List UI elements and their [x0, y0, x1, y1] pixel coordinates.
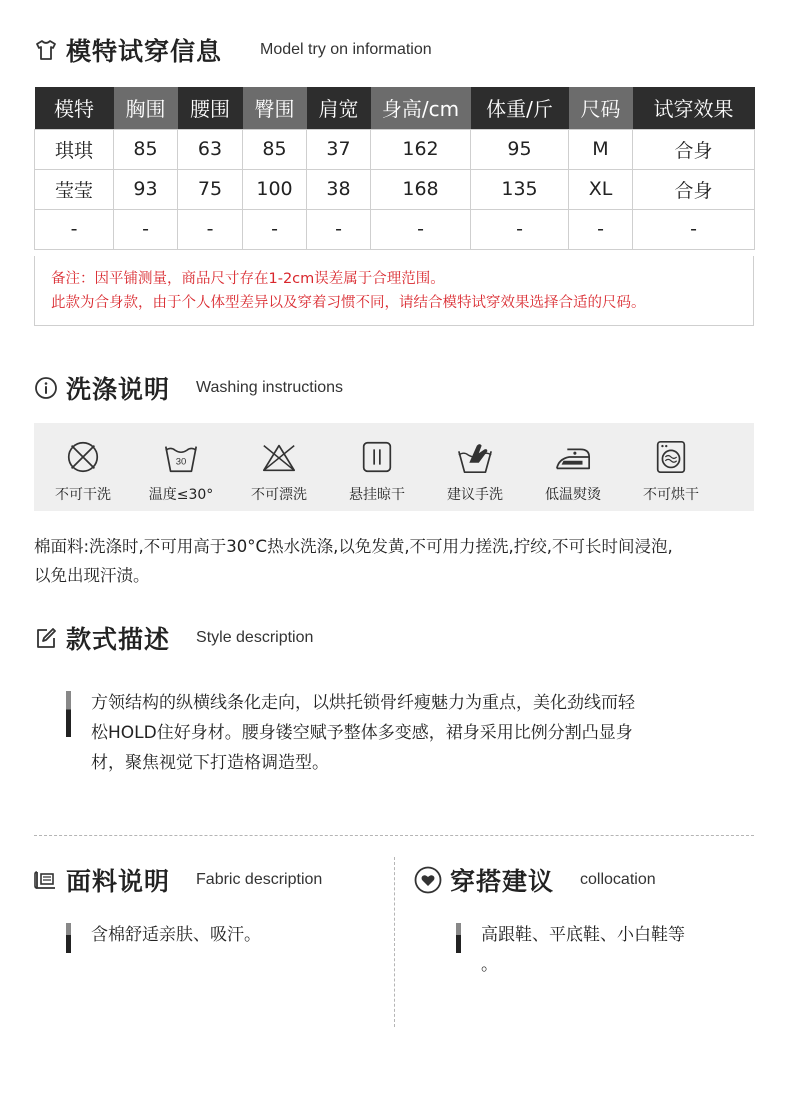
table-header: 模特 — [35, 87, 114, 129]
table-header: 臀围 — [243, 87, 307, 129]
washing-text-line: 棉面料:洗涤时,不可用高于30°C热水洗涤,以免发黄,不可用力搓洗,拧绞,不可长时间浸泡, — [34, 537, 673, 556]
model-info-subtitle: Model try on information — [260, 41, 432, 58]
table-cell: 75 — [178, 169, 243, 209]
heart-icon — [414, 866, 442, 894]
table-header: 身高/cm — [371, 87, 471, 129]
table-cell: 琪琪 — [35, 129, 114, 169]
fit-table — [34, 87, 755, 250]
wash-item — [622, 423, 720, 511]
quote-bar — [66, 691, 71, 737]
model-info-title: 模特试穿信息 — [66, 37, 223, 66]
style-text-line: 材，聚焦视觉下打造格调造型。 — [91, 753, 329, 773]
table-row — [35, 129, 755, 169]
table-cell: - — [243, 209, 307, 249]
washing-text-line: 以免出现汗渍。 — [34, 566, 150, 585]
size-note-line: 此款为合身款，由于个人体型差异以及穿着习惯不同，请结合模特试穿效果选择合适的尺码。 — [51, 295, 646, 311]
collocation-description — [481, 920, 685, 980]
table-cell: - — [633, 209, 755, 249]
low-iron-icon — [554, 438, 592, 476]
collocation-text-line: 。 — [481, 955, 498, 975]
wash-item — [328, 423, 426, 511]
section-divider — [34, 835, 754, 836]
no-dry-clean-icon — [64, 438, 102, 476]
quote-bar — [456, 923, 461, 953]
wash-item — [132, 423, 230, 511]
table-cell: 162 — [371, 129, 471, 169]
hand-wash-icon — [456, 438, 494, 476]
table-header: 尺码 — [569, 87, 633, 129]
style-header — [34, 620, 313, 656]
table-cell: 85 — [243, 129, 307, 169]
table-cell: 63 — [178, 129, 243, 169]
wash-item — [230, 423, 328, 511]
wash-temp-value: 30 — [175, 456, 187, 468]
washing-header — [34, 370, 343, 406]
wash-label: 低温熨烫 — [545, 487, 601, 503]
table-header: 体重/斤 — [471, 87, 569, 129]
table-row — [35, 209, 755, 249]
fabric-description: 含棉舒适亲肤、吸汗。 — [91, 925, 261, 945]
table-header-row — [35, 87, 755, 129]
hang-dry-icon — [358, 438, 396, 476]
wash-30-icon — [162, 438, 200, 476]
fabric-title: 面料说明 — [66, 867, 171, 896]
table-cell: - — [35, 209, 114, 249]
style-subtitle: Style description — [196, 629, 314, 646]
table-cell: 93 — [114, 169, 178, 209]
fabric-quote — [66, 920, 261, 953]
fabric-roll-icon — [34, 868, 58, 892]
wash-label: 不可干洗 — [55, 487, 111, 503]
style-text-line: 松HOLD住好身材。腰身镂空赋予整体多变感，裙身采用比例分割凸显身 — [91, 723, 633, 743]
table-cell: 135 — [471, 169, 569, 209]
table-header: 胸围 — [114, 87, 178, 129]
table-cell: 莹莹 — [35, 169, 114, 209]
table-cell: - — [471, 209, 569, 249]
wash-item — [34, 423, 132, 511]
table-cell: 100 — [243, 169, 307, 209]
table-cell: - — [178, 209, 243, 249]
wash-item — [524, 423, 622, 511]
wash-label: 温度≤30° — [148, 487, 214, 503]
wash-label: 悬挂晾干 — [349, 487, 405, 503]
style-text-line: 方领结构的纵横线条化走向，以烘托锁骨纤瘦魅力为重点，美化劲线而轻 — [91, 693, 635, 713]
washing-icons-panel — [34, 423, 754, 511]
table-cell: 合身 — [633, 129, 755, 169]
table-cell: XL — [569, 169, 633, 209]
table-cell: - — [307, 209, 371, 249]
tshirt-icon — [34, 38, 58, 62]
table-cell: 95 — [471, 129, 569, 169]
column-divider — [394, 857, 395, 1027]
model-info-header — [34, 32, 432, 68]
style-quote — [66, 688, 635, 778]
wash-item — [426, 423, 524, 511]
table-cell: 168 — [371, 169, 471, 209]
table-row — [35, 169, 755, 209]
table-cell: 37 — [307, 129, 371, 169]
table-header: 肩宽 — [307, 87, 371, 129]
wash-label: 不可漂洗 — [251, 487, 307, 503]
washing-text — [34, 532, 673, 590]
no-bleach-icon — [260, 438, 298, 476]
fabric-subtitle: Fabric description — [196, 871, 323, 888]
size-note-line: 备注：因平铺测量，商品尺寸存在1-2cm误差属于合理范围。 — [51, 271, 445, 287]
no-tumble-dry-icon — [652, 438, 690, 476]
collocation-text-line: 高跟鞋、平底鞋、小白鞋等 — [481, 925, 685, 945]
collocation-quote — [456, 920, 685, 980]
info-icon — [34, 376, 58, 400]
table-cell: - — [114, 209, 178, 249]
table-cell: 38 — [307, 169, 371, 209]
table-cell: - — [371, 209, 471, 249]
table-cell: M — [569, 129, 633, 169]
table-cell: 85 — [114, 129, 178, 169]
edit-icon — [34, 626, 58, 650]
wash-label: 建议手洗 — [447, 487, 503, 503]
size-note-box — [34, 256, 754, 326]
style-description — [91, 688, 635, 778]
quote-bar — [66, 923, 71, 953]
collocation-title: 穿搭建议 — [450, 867, 555, 896]
table-header: 试穿效果 — [633, 87, 755, 129]
fabric-header — [34, 862, 322, 898]
collocation-subtitle: collocation — [580, 871, 656, 888]
table-cell: 合身 — [633, 169, 755, 209]
collocation-header — [414, 862, 656, 898]
style-title: 款式描述 — [66, 625, 171, 654]
washing-title: 洗涤说明 — [66, 375, 171, 404]
table-header: 腰围 — [178, 87, 243, 129]
table-cell: - — [569, 209, 633, 249]
wash-label: 不可烘干 — [643, 487, 699, 503]
washing-subtitle: Washing instructions — [196, 379, 344, 396]
